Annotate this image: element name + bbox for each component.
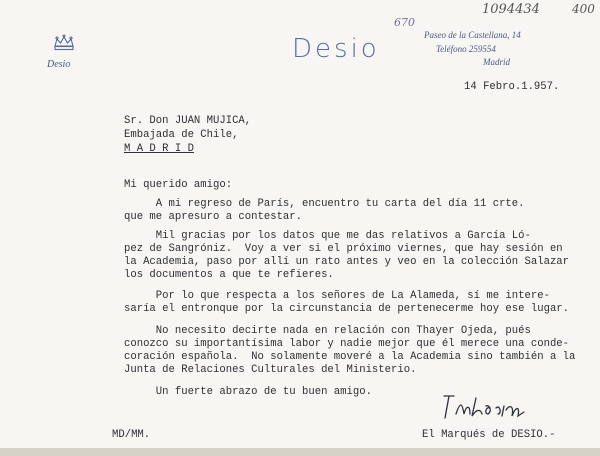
salutation: Mi querido amigo: xyxy=(124,179,233,191)
letterhead-address-phone: Teléfono 259554 xyxy=(436,44,496,54)
recipient-name: Sr. Don JUAN MUJICA, xyxy=(124,115,252,127)
folio-annotation: 670 xyxy=(394,16,415,29)
letterhead-address-street: Paseo de la Castellana, 14 xyxy=(424,30,521,40)
body-line: pez de Sangróniz. Voy a ver si el próximo viernes, que hay sesión en xyxy=(124,243,563,255)
body-line: saría el entronque por la circunstancia de pertenecerme hoy ese lugar. xyxy=(124,303,570,315)
recipient-embassy: Embajada de Chile, xyxy=(124,129,239,141)
desio-stamp: Desio xyxy=(292,34,380,64)
body-line: Junta de Relaciones Culturales del Ministerio. xyxy=(124,364,417,376)
coronet-crest-icon xyxy=(52,34,76,52)
body-line: Por lo que respecta a los señores de La Alameda, sí me intere- xyxy=(124,290,550,302)
archive-number: 1094434 xyxy=(482,2,540,17)
body-line: conozco su importantísima labor y nadie mejor que él merece una conde- xyxy=(124,338,570,350)
letterhead-address-city: Madrid xyxy=(483,57,510,67)
recipient-city: M A D R I D xyxy=(124,143,194,155)
body-line: los documentos a que te refieres. xyxy=(124,269,334,281)
body-line: la Academia, paso por allí un rato antes y veo en la colección Salazar xyxy=(124,256,570,268)
body-line: Mil gracias por los datos que me das relativos a García Ló- xyxy=(124,230,531,242)
body-line: coración española. No solamente moveré a la Academia sino también a la xyxy=(124,351,576,363)
page-number-annotation: 400 xyxy=(572,2,595,16)
body-line: A mi regreso de París, encuentro tu carta del día 11 crte. xyxy=(124,198,525,210)
typist-initials: MD/MM. xyxy=(112,429,151,441)
body-line: No necesito decirte nada en relación con Thayer Ojeda, pués xyxy=(124,325,531,337)
letter-date: 14 Febro.1.957. xyxy=(464,81,560,93)
letterhead-brand: Desio xyxy=(47,59,71,70)
handwritten-signature xyxy=(440,392,536,422)
page-edge xyxy=(0,448,600,456)
closing-line: Un fuerte abrazo de tu buen amigo. xyxy=(124,386,372,398)
signatory-name: El Marqués de DESIO.- xyxy=(422,429,556,441)
body-line: que me apresuro a contestar. xyxy=(124,211,303,223)
